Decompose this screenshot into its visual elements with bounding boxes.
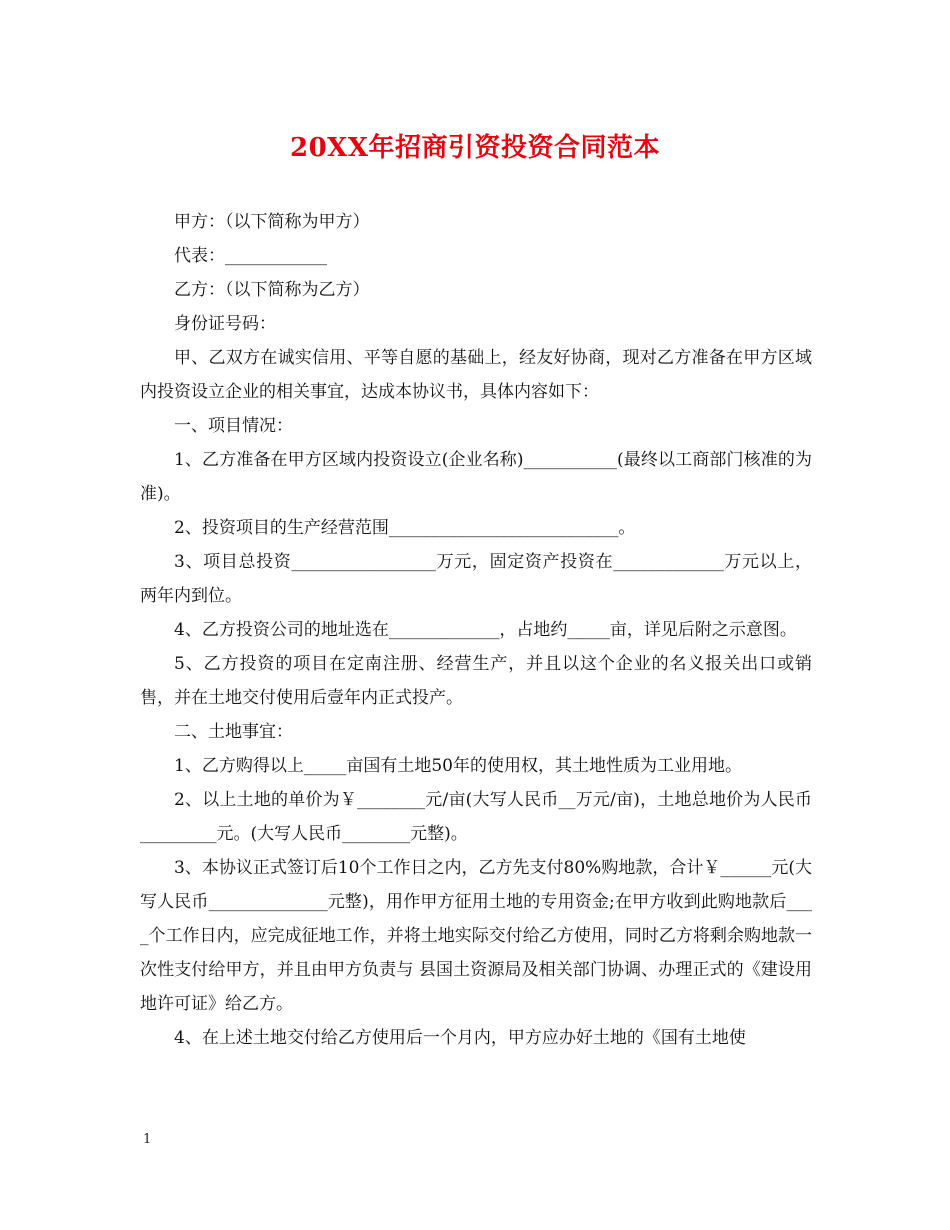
paragraph-party-b: 乙方：（以下简称为乙方） — [174, 280, 370, 300]
paragraph-preamble: 甲、乙双方在诚实信用、平等自愿的基础上，经友好协商，现对乙方准备在甲方区域内投资设立企业的相关事宜，达成本协议书，具体内容如下： — [140, 348, 812, 402]
page-number: 1 — [143, 1132, 152, 1147]
paragraph-project-2: 2、投资项目的生产经营范围___________________________。 — [174, 518, 636, 538]
section-heading-project: 一、项目情况： — [174, 416, 293, 436]
paragraph-land-4: 4、在上述土地交付给乙方使用后一个月内，甲方应办好土地的《国有土地使 — [174, 1028, 746, 1048]
paragraph-project-5: 5、乙方投资的项目在定南注册、经营生产，并且以这个企业的名义报关出口或销售，并在土地交付使用后壹年内正式投产。 — [140, 654, 812, 708]
paragraph-project-4: 4、乙方投资公司的地址选在_____________，占地约_____亩，详见后附之示意图。 — [174, 620, 797, 640]
paragraph-representative: 代表：____________ — [174, 246, 327, 266]
document-body — [140, 205, 812, 1055]
paragraph-land-1: 1、乙方购得以上_____亩国有土地50年的使用权，其土地性质为工业用地。 — [174, 756, 742, 776]
document-title: 20XX年招商引资投资合同范本 — [289, 133, 661, 163]
paragraph-land-3: 3、本协议正式签订后10个工作日之内，乙方先支付80%购地款，合计￥______元(大写人民币______________元整)，用作甲方征用土地的专用资金;在甲方收到此购地款后____个工作日内，应完成征地工作，并将土地实际交付给乙方使用，同时乙方将剩余购地款一次性支付给甲方，并且由甲方负责与 县国土资源局及相关部门协调、办理正式的《建设用地许可证》给乙方。 — [140, 858, 812, 1014]
paragraph-project-1: 1、乙方准备在甲方区域内投资设立(企业名称)___________(最终以工商部门核准的为准)。 — [140, 450, 812, 504]
section-heading-land: 二、土地事宜： — [174, 722, 293, 742]
paragraph-project-3: 3、项目总投资_________________万元，固定资产投资在_____________万元以上，两年内到位。 — [140, 552, 812, 606]
paragraph-party-a: 甲方：（以下简称为甲方） — [174, 212, 370, 232]
paragraph-id-number: 身份证号码： — [174, 314, 276, 334]
paragraph-land-2: 2、以上土地的单价为￥________元/亩(大写人民币__万元/亩)，土地总地价为人民币_________元。(大写人民币________元整)。 — [140, 790, 812, 844]
